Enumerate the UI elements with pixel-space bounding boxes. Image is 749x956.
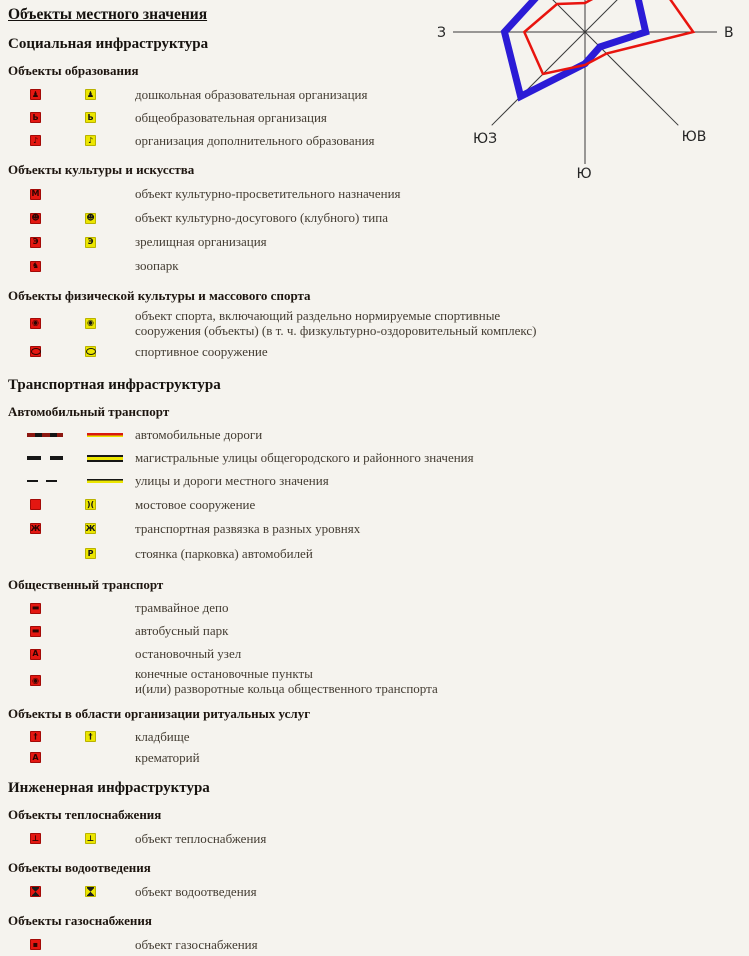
auto-road-line-symbol xyxy=(27,433,63,437)
rose-axis-label-south: Ю xyxy=(576,166,592,182)
heat-supply-yellow-icon: ⊥ xyxy=(86,833,95,843)
item-label-line1: конечные остановочные пункты xyxy=(135,665,313,681)
legend-row-local-streets xyxy=(8,470,749,493)
item-label-line2: и(или) разворотные кольца общественного транспорта xyxy=(135,680,438,696)
rose-axis-label-east: В xyxy=(724,25,734,41)
culture-education-red-icon: М xyxy=(31,189,40,198)
item-label: объект водоотведения xyxy=(135,884,257,900)
interchange-yellow-icon: Ж xyxy=(85,523,96,533)
preschool-yellow-icon: ♟ xyxy=(86,89,95,99)
legend-row-gas-supply xyxy=(8,933,749,956)
item-label: крематорий xyxy=(135,750,200,766)
subsection-heading-gas: Объекты газоснабжения xyxy=(8,913,152,929)
legend-row-interchange xyxy=(8,517,749,541)
item-label: автомобильные дороги xyxy=(135,427,263,443)
main-street-planned-line-symbol xyxy=(87,455,123,462)
additional-education-yellow-icon: ♪ xyxy=(85,135,96,146)
rose-axis-label-west: З xyxy=(437,25,446,41)
school-yellow-icon: Ь xyxy=(85,112,96,123)
item-label: объект культурно-просветительного назначения xyxy=(135,186,401,202)
legend-row-auto-roads xyxy=(8,424,749,447)
item-label-line1: объект спорта, включающий раздельно нормируемые спортивные xyxy=(135,308,501,323)
legend-row-preschool xyxy=(8,83,749,106)
item-label: объект газоснабжения xyxy=(135,937,258,953)
parking-yellow-icon: Р xyxy=(85,548,96,559)
water-disposal-yellow-icon xyxy=(85,886,96,897)
terminal-stop-red-icon: ◉ xyxy=(30,675,41,686)
item-label: общеобразовательная организация xyxy=(135,109,327,125)
club-red-icon: ☻ xyxy=(31,213,40,222)
item-label: дошкольная образовательная организация xyxy=(135,86,368,102)
sport-object-yellow-icon: ◉ xyxy=(85,318,96,329)
item-label: автобусный парк xyxy=(135,623,229,639)
stop-node-red-icon: А xyxy=(30,649,41,660)
item-label: транспортная развязка в разных уровнях xyxy=(135,520,361,536)
interchange-red-icon: Ж xyxy=(30,523,41,533)
subsection-heading-sport: Объекты физической культуры и массового спорта xyxy=(8,288,311,303)
local-street-planned-line-symbol xyxy=(87,479,123,483)
legend-row-club xyxy=(8,206,749,230)
legend-row-cemetery xyxy=(8,726,749,747)
legend-row-performance xyxy=(8,230,749,254)
water-disposal-red-icon xyxy=(30,886,41,897)
club-yellow-icon: ☻ xyxy=(86,213,95,222)
section-heading-engineering: Инженерная инфраструктура xyxy=(8,780,210,797)
legend-row-bridge xyxy=(8,493,749,517)
legend-row-tram-depot xyxy=(8,597,749,620)
sport-facility-red-icon xyxy=(30,346,41,357)
additional-education-red-icon: ♪ xyxy=(30,135,41,146)
item-label xyxy=(135,308,536,339)
legend-row-water-disposal xyxy=(8,880,749,903)
item-label: улицы и дороги местного значения xyxy=(135,473,329,489)
subsection-heading-auto-transport: Автомобильный транспорт xyxy=(8,403,170,419)
performance-red-icon: Э xyxy=(30,237,41,248)
rose-axis-label-southeast: ЮВ xyxy=(681,129,707,145)
item-label-line2: сооружения (объекты) (в т. ч. физкультурно-оздоровительный комплекс) xyxy=(135,323,537,339)
local-street-line-symbol xyxy=(27,480,63,482)
crematorium-red-icon: А xyxy=(30,752,41,763)
school-red-icon: Ь xyxy=(30,112,41,123)
legend-row-sport-object xyxy=(8,308,749,339)
legend-row-main-streets xyxy=(8,447,749,470)
section-heading-transport: Транспортная инфраструктура xyxy=(8,376,221,393)
gas-supply-red-icon: ▪ xyxy=(30,939,41,950)
item-label: спортивное сооружение xyxy=(135,343,268,359)
item-label: трамвайное депо xyxy=(135,600,229,616)
rose-axis-label-southwest: ЮЗ xyxy=(472,131,498,147)
subsection-heading-education: Объекты образования xyxy=(8,63,139,78)
legend-row-zoo xyxy=(8,254,749,278)
subsection-heading-water: Объекты водоотведения xyxy=(8,860,151,876)
item-label: магистральные улицы общегородского и районного значения xyxy=(135,450,474,466)
item-label: объект культурно-досугового (клубного) типа xyxy=(135,210,388,226)
legend-row-bus-park xyxy=(8,620,749,643)
subsection-heading-public-transport: Общественный транспорт xyxy=(8,576,164,592)
item-label: организация дополнительного образования xyxy=(135,132,375,148)
section-heading-social: Социальная инфраструктура xyxy=(8,36,209,52)
tram-depot-red-icon: ▬ xyxy=(31,603,40,613)
legend-row-parking xyxy=(8,541,749,567)
preschool-red-icon: ♟ xyxy=(31,89,40,99)
legend-row-additional-education xyxy=(8,129,749,152)
item-label: стоянка (парковка) автомобилей xyxy=(135,545,313,561)
legend-row-sport-facility xyxy=(8,339,749,365)
auto-road-planned-line-symbol xyxy=(87,433,123,437)
cemetery-red-icon: † xyxy=(30,731,41,742)
sport-object-red-icon: ◉ xyxy=(30,318,41,329)
legend-row-stop-node xyxy=(8,643,749,666)
subsection-heading-ritual: Объекты в области организации ритуальных услуг xyxy=(8,706,311,722)
bridge-yellow-icon: )( xyxy=(86,499,95,509)
sport-facility-yellow-icon xyxy=(85,346,96,357)
zoo-red-icon: ♞ xyxy=(31,261,40,270)
item-label: зоопарк xyxy=(135,258,179,274)
main-street-line-symbol xyxy=(27,456,63,460)
legend-row-terminal-stops xyxy=(8,666,749,697)
bus-park-red-icon: ▬ xyxy=(31,626,40,636)
item-label: остановочный узел xyxy=(135,646,242,662)
legend-row-heat-supply xyxy=(8,827,749,850)
heat-supply-red-icon: ⊥ xyxy=(31,833,40,843)
item-label: мостовое сооружение xyxy=(135,496,256,512)
cemetery-yellow-icon: † xyxy=(85,731,96,742)
legend-row-culture-education xyxy=(8,182,749,206)
subsection-heading-culture: Объекты культуры и искусства xyxy=(8,162,195,177)
legend-row-school xyxy=(8,106,749,129)
item-label: кладбище xyxy=(135,729,190,745)
item-label: зрелищная организация xyxy=(135,234,267,250)
item-label: объект теплоснабжения xyxy=(135,831,267,847)
item-label xyxy=(135,666,438,697)
subsection-heading-heat: Объекты теплоснабжения xyxy=(8,807,162,823)
legend-row-crematorium xyxy=(8,747,749,768)
page-title: Объекты местного значения xyxy=(8,6,208,23)
bridge-red-icon xyxy=(30,499,41,510)
performance-yellow-icon: Э xyxy=(85,237,96,248)
